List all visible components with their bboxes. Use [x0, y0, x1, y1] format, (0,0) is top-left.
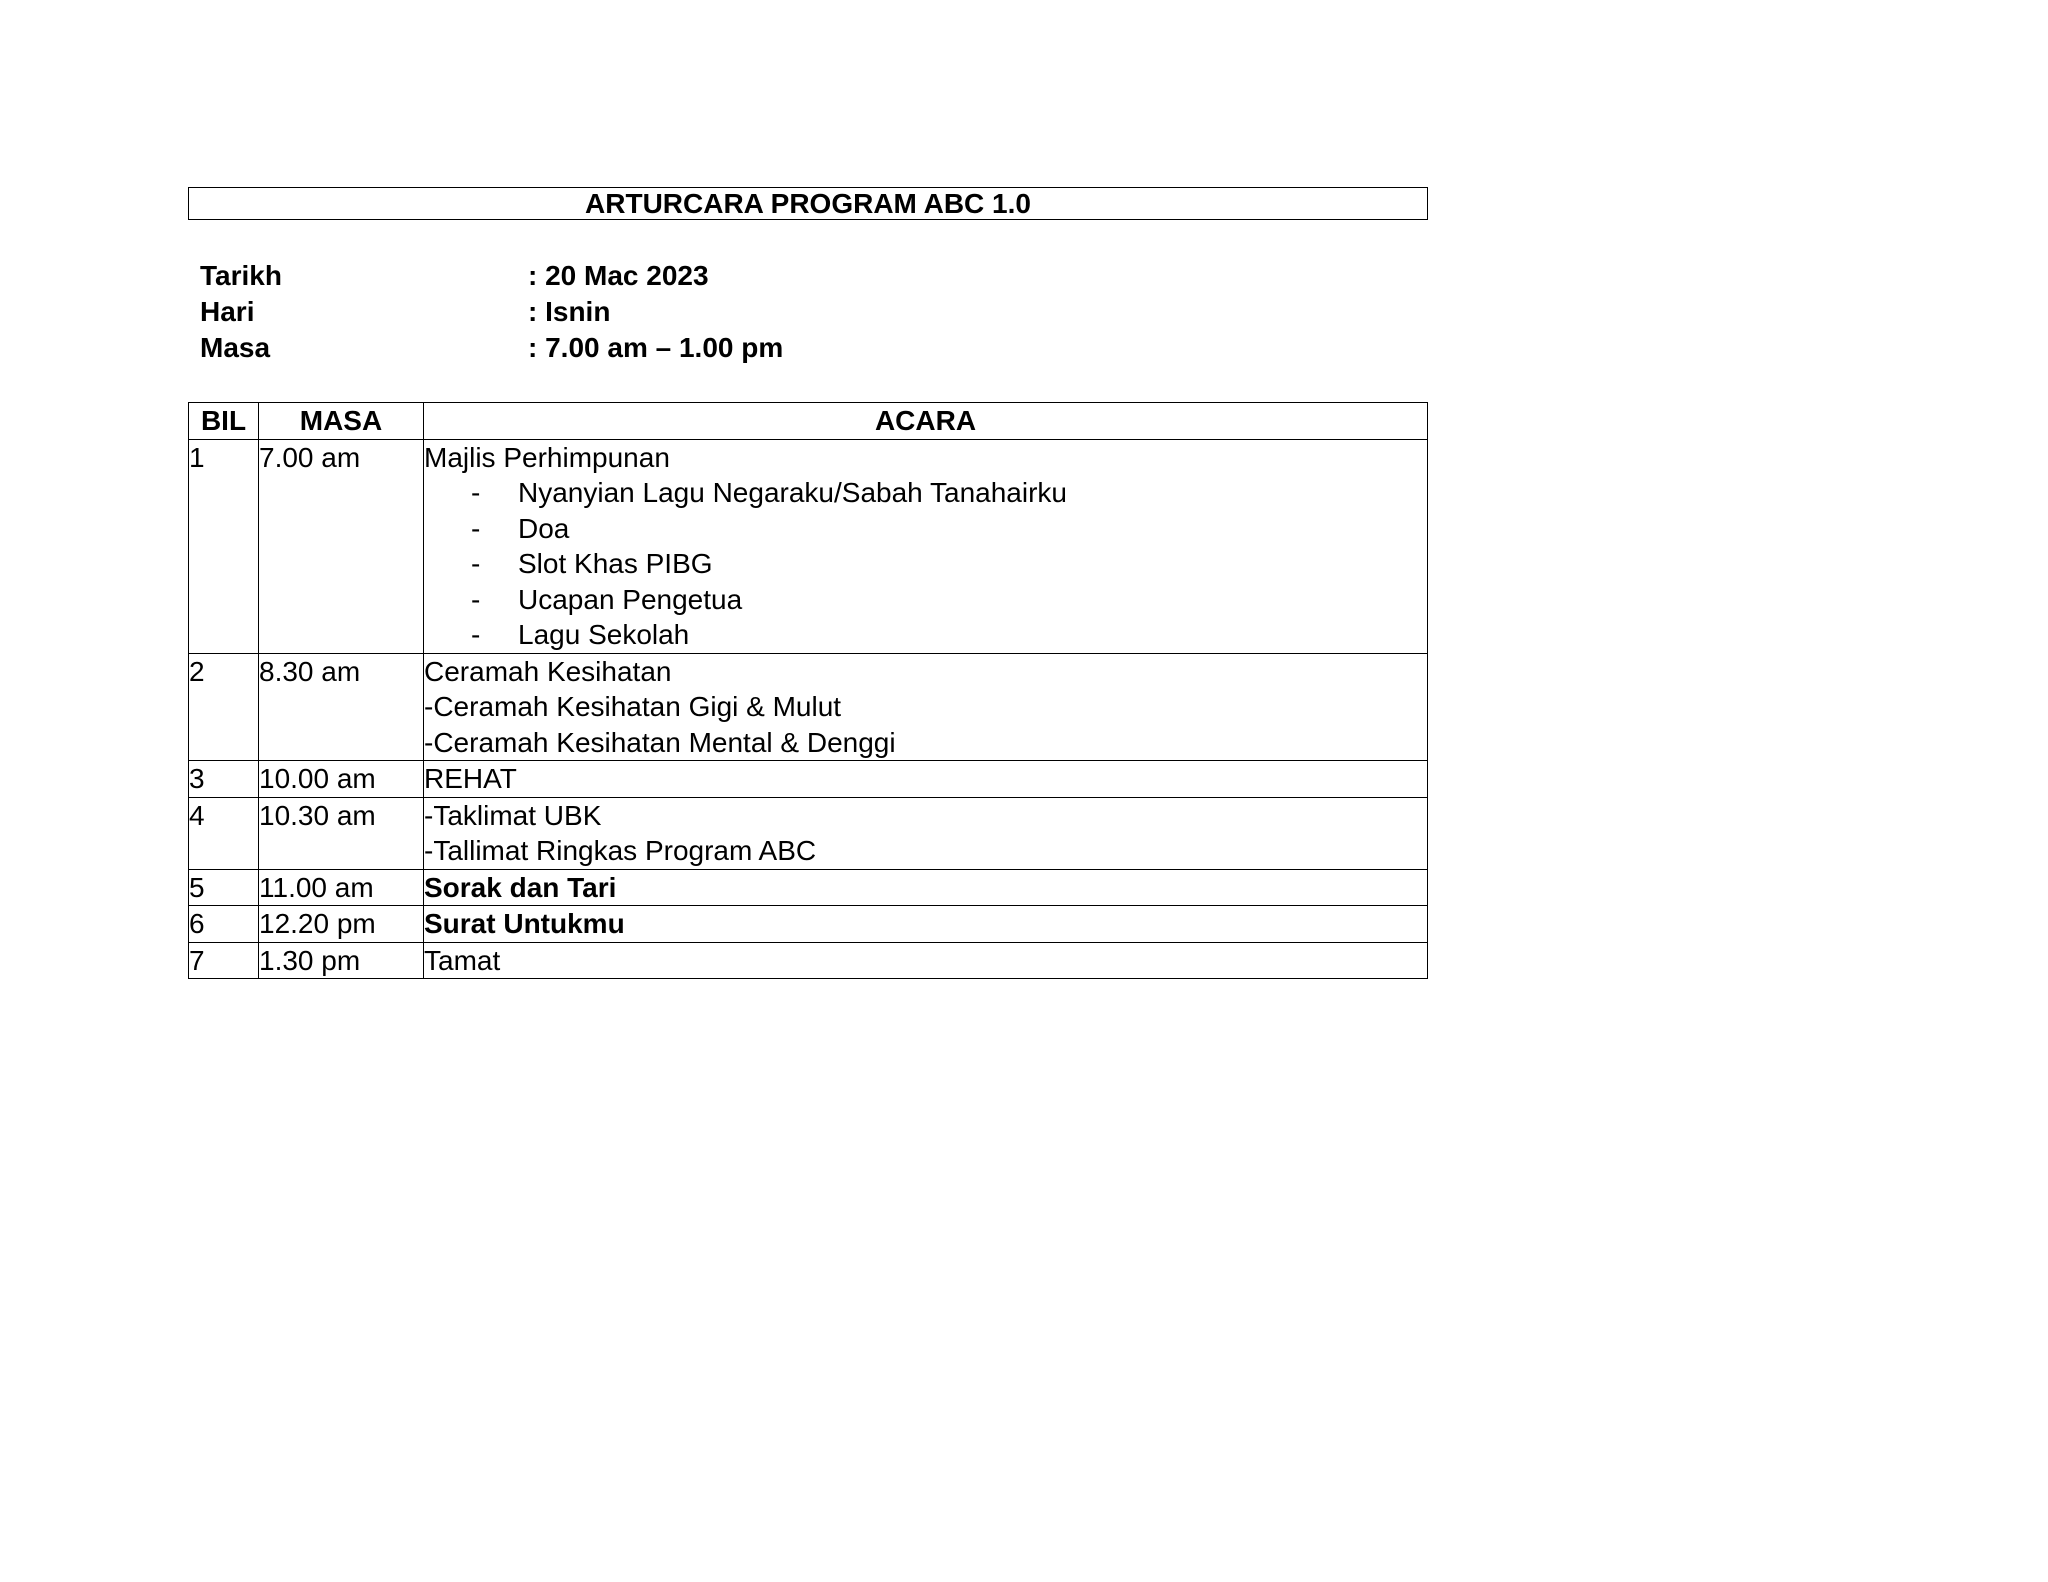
table-row — [189, 906, 1428, 943]
acara-line: -Ceramah Kesihatan Mental & Denggi — [424, 726, 896, 758]
cell-acara: REHAT — [424, 761, 1428, 798]
cell-bil: 1 — [189, 439, 259, 653]
acara-line: -Ceramah Kesihatan Gigi & Mulut — [424, 691, 842, 722]
table-row — [189, 439, 1428, 653]
header-masa: MASA — [259, 403, 424, 440]
table-header-row — [189, 403, 1428, 440]
table-row — [189, 869, 1428, 906]
header-bil: BIL — [189, 403, 259, 440]
bullet-dash: - — [471, 548, 481, 579]
cell-masa: 12.20 pm — [259, 906, 424, 943]
list-item — [424, 617, 1427, 653]
acara-heading: Majlis Perhimpunan — [424, 441, 670, 473]
cell-bil: 5 — [189, 869, 259, 906]
info-value: : Isnin — [528, 296, 611, 327]
info-row-masa — [200, 330, 783, 366]
table-row — [189, 761, 1428, 798]
info-row-tarikh — [200, 258, 783, 294]
info-value: : 20 Mac 2023 — [528, 260, 709, 291]
bullet-dash: - — [471, 512, 481, 544]
acara-heading: Ceramah Kesihatan — [424, 655, 672, 687]
header-acara: ACARA — [424, 403, 1428, 440]
info-row-hari — [200, 294, 783, 330]
list-item — [424, 582, 1427, 618]
bullet-text: Doa — [518, 512, 570, 544]
info-label: Tarikh — [200, 260, 282, 291]
cell-acara: Tamat — [424, 942, 1428, 979]
bullet-text: Ucapan Pengetua — [518, 583, 743, 615]
info-value: : 7.00 am – 1.00 pm — [528, 332, 784, 363]
info-label: Masa — [200, 332, 271, 363]
cell-masa: 10.00 am — [259, 761, 424, 798]
table-row — [189, 942, 1428, 979]
acara-bullet-list — [424, 475, 1427, 653]
cell-bil: 2 — [189, 653, 259, 761]
cell-acara — [424, 797, 1428, 869]
cell-bil: 3 — [189, 761, 259, 798]
document-title: ARTURCARA PROGRAM ABC 1.0 — [188, 187, 1428, 220]
acara-line: -Tallimat Ringkas Program ABC — [424, 835, 817, 866]
cell-masa: 11.00 am — [259, 869, 424, 906]
cell-acara — [424, 439, 1428, 653]
cell-acara: Surat Untukmu — [424, 906, 1428, 943]
bullet-dash: - — [471, 583, 481, 615]
table-row — [189, 653, 1428, 761]
cell-masa: 1.30 pm — [259, 942, 424, 979]
list-item — [424, 475, 1427, 511]
info-label: Hari — [200, 296, 255, 327]
cell-acara: Sorak dan Tari — [424, 869, 1428, 906]
bullet-text: Slot Khas PIBG — [518, 548, 713, 579]
list-item — [424, 511, 1427, 547]
acara-heading: -Taklimat UBK — [424, 799, 602, 831]
bullet-text: Nyanyian Lagu Negaraku/Sabah Tanahairku — [518, 477, 1067, 508]
cell-masa: 7.00 am — [259, 439, 424, 653]
table-row — [189, 797, 1428, 869]
cell-bil: 7 — [189, 942, 259, 979]
bullet-dash: - — [471, 477, 481, 508]
list-item — [424, 546, 1427, 582]
cell-acara — [424, 653, 1428, 761]
bullet-text: Lagu Sekolah — [518, 619, 690, 650]
schedule-table — [188, 402, 1428, 979]
event-info — [200, 258, 783, 366]
cell-bil: 6 — [189, 906, 259, 943]
cell-bil: 4 — [189, 797, 259, 869]
bullet-dash: - — [471, 619, 481, 650]
cell-masa: 8.30 am — [259, 653, 424, 761]
cell-masa: 10.30 am — [259, 797, 424, 869]
